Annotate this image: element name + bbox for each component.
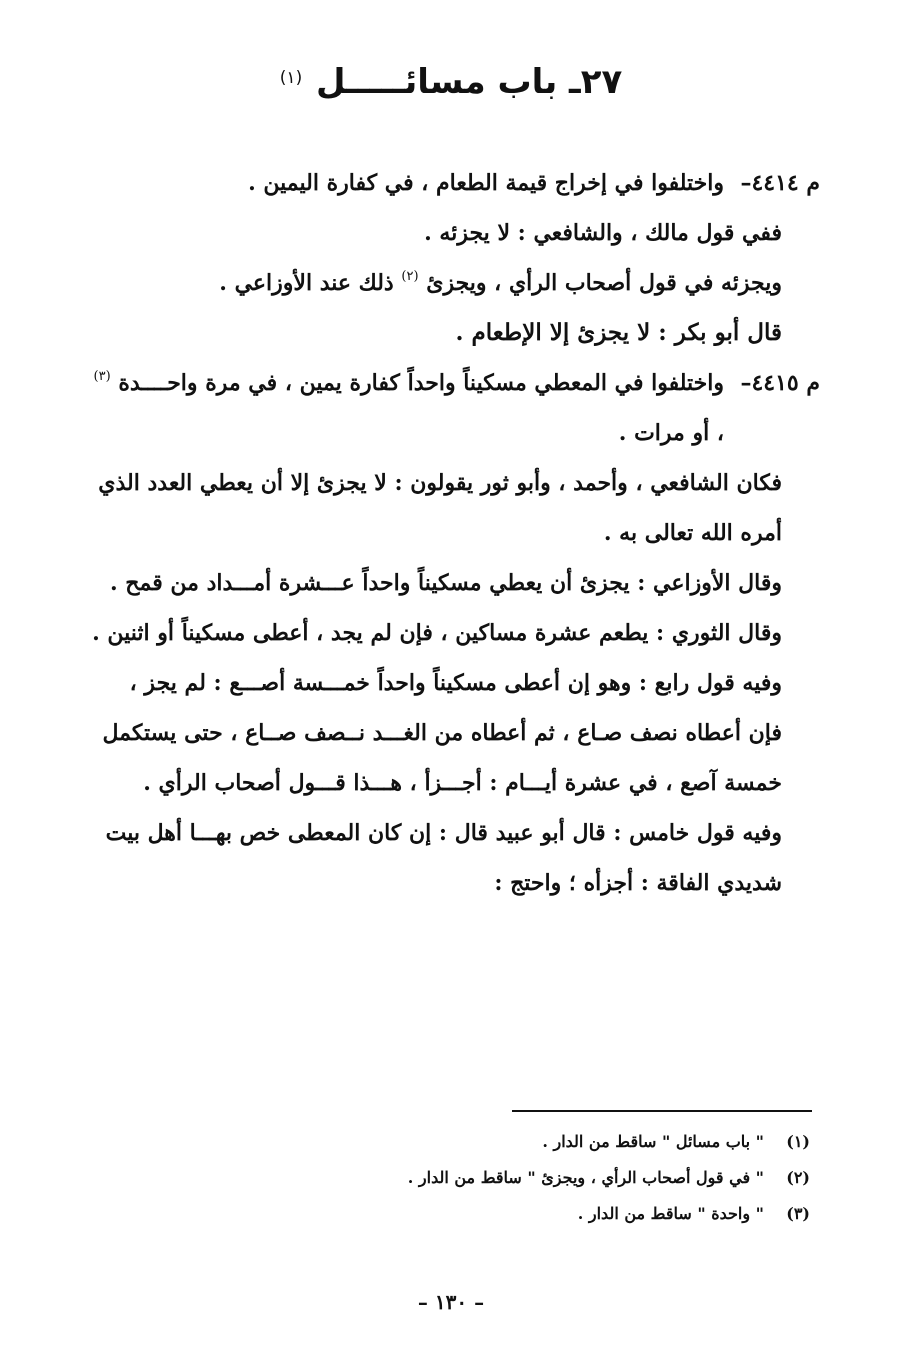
footnote-number: (٢) [786,1168,810,1187]
chapter-title [0,58,902,106]
footnote-number: (٣) [786,1204,810,1223]
footnote-2 [110,1160,810,1196]
paragraph-awzai [90,558,820,608]
chapter-title-note-ref: (١) [279,68,303,88]
footnote-text: " باب مسائل " ساقط من الدار . [542,1132,764,1151]
footnotes [110,1124,810,1232]
paragraph-ahl-al-ray [90,258,820,308]
paragraph-text: قال أبو بكر : لا يجزئ إلا الإطعام . [455,319,782,346]
paragraph-text-after-note: ، أو مرات . [618,420,724,446]
paragraph-shafii-ahmad [90,458,820,558]
paragraph-fourth-opinion [90,658,820,808]
paragraph-text: وقال الثوري : يطعم عشرة مساكين ، فإن لم يجد ، أعطى مسكيناً أو اثنين . [92,620,782,646]
paragraph-thawri [90,608,820,658]
footnote-1 [110,1124,810,1160]
chapter-title-text: ٢٧ـ باب مسائـــــل [316,62,623,102]
paragraph-text-after-note: ذلك عند الأوزاعي . [219,270,394,296]
paragraph-text: وفيه قول خامس : قال أبو عبيد قال : إن كان المعطى خص بهـــا أهل بيت شديدي الفاقة : أجزأه ؛ واحتج : [105,820,782,896]
footnote-ref-3: (٣) [93,369,111,384]
paragraph-text: ففي قول مالك ، والشافعي : لا يجزئه . [424,220,782,246]
paragraph-issue-4415 [90,358,820,458]
footnote-text: " واحدة " ساقط من الدار . [577,1204,764,1223]
paragraph-text: وقال الأوزاعي : يجزئ أن يعطي مسكيناً واحداً عـــشرة أمـــداد من قمح . [109,570,782,596]
paragraph-issue-4414 [90,158,820,208]
issue-number: م ٤٤١٥– [740,370,820,396]
paragraph-text-before-note: واختلفوا في المعطي مسكيناً واحداً كفارة يمين ، في مرة واحــــدة [118,370,724,396]
issue-number: م ٤٤١٤– [740,170,820,196]
footnote-divider [512,1110,812,1112]
paragraph-fifth-opinion [90,808,820,908]
page-number: – ١٣٠ – [417,1290,485,1314]
paragraph-text: فكان الشافعي ، وأحمد ، وأبو ثور يقولون : لا يجزئ إلا أن يعطي العدد الذي أمره الله تعالى به . [98,470,782,546]
paragraph-text-before-note: ويجزئه في قول أصحاب الرأي ، ويجزئ [426,270,782,296]
footnote-number: (١) [786,1132,810,1151]
paragraph-abu-bakr [90,308,820,358]
paragraph-malik-shafii [90,208,820,258]
footnote-3 [110,1196,810,1232]
paragraph-text: واختلفوا في إخراج قيمة الطعام ، في كفارة اليمين . [248,170,724,196]
footnote-ref-2: (٢) [401,269,419,284]
footnote-text: " في قول أصحاب الرأي ، ويجزئ " ساقط من الدار . [407,1168,764,1187]
paragraph-text: وفيه قول رابع : وهو إن أعطى مسكيناً واحداً خمـــسة أصـــع : لم يجز ، فإن أعطاه نصف صـاع ، ثم أعطاه من الغـــد نــصف صــاع ، حتى يستكمل خمسة آصع ، في عشرة أيـــام : أجـــزأ ، هـــذا قـــول أصحاب الرأي . [102,670,782,796]
main-text [90,158,820,908]
